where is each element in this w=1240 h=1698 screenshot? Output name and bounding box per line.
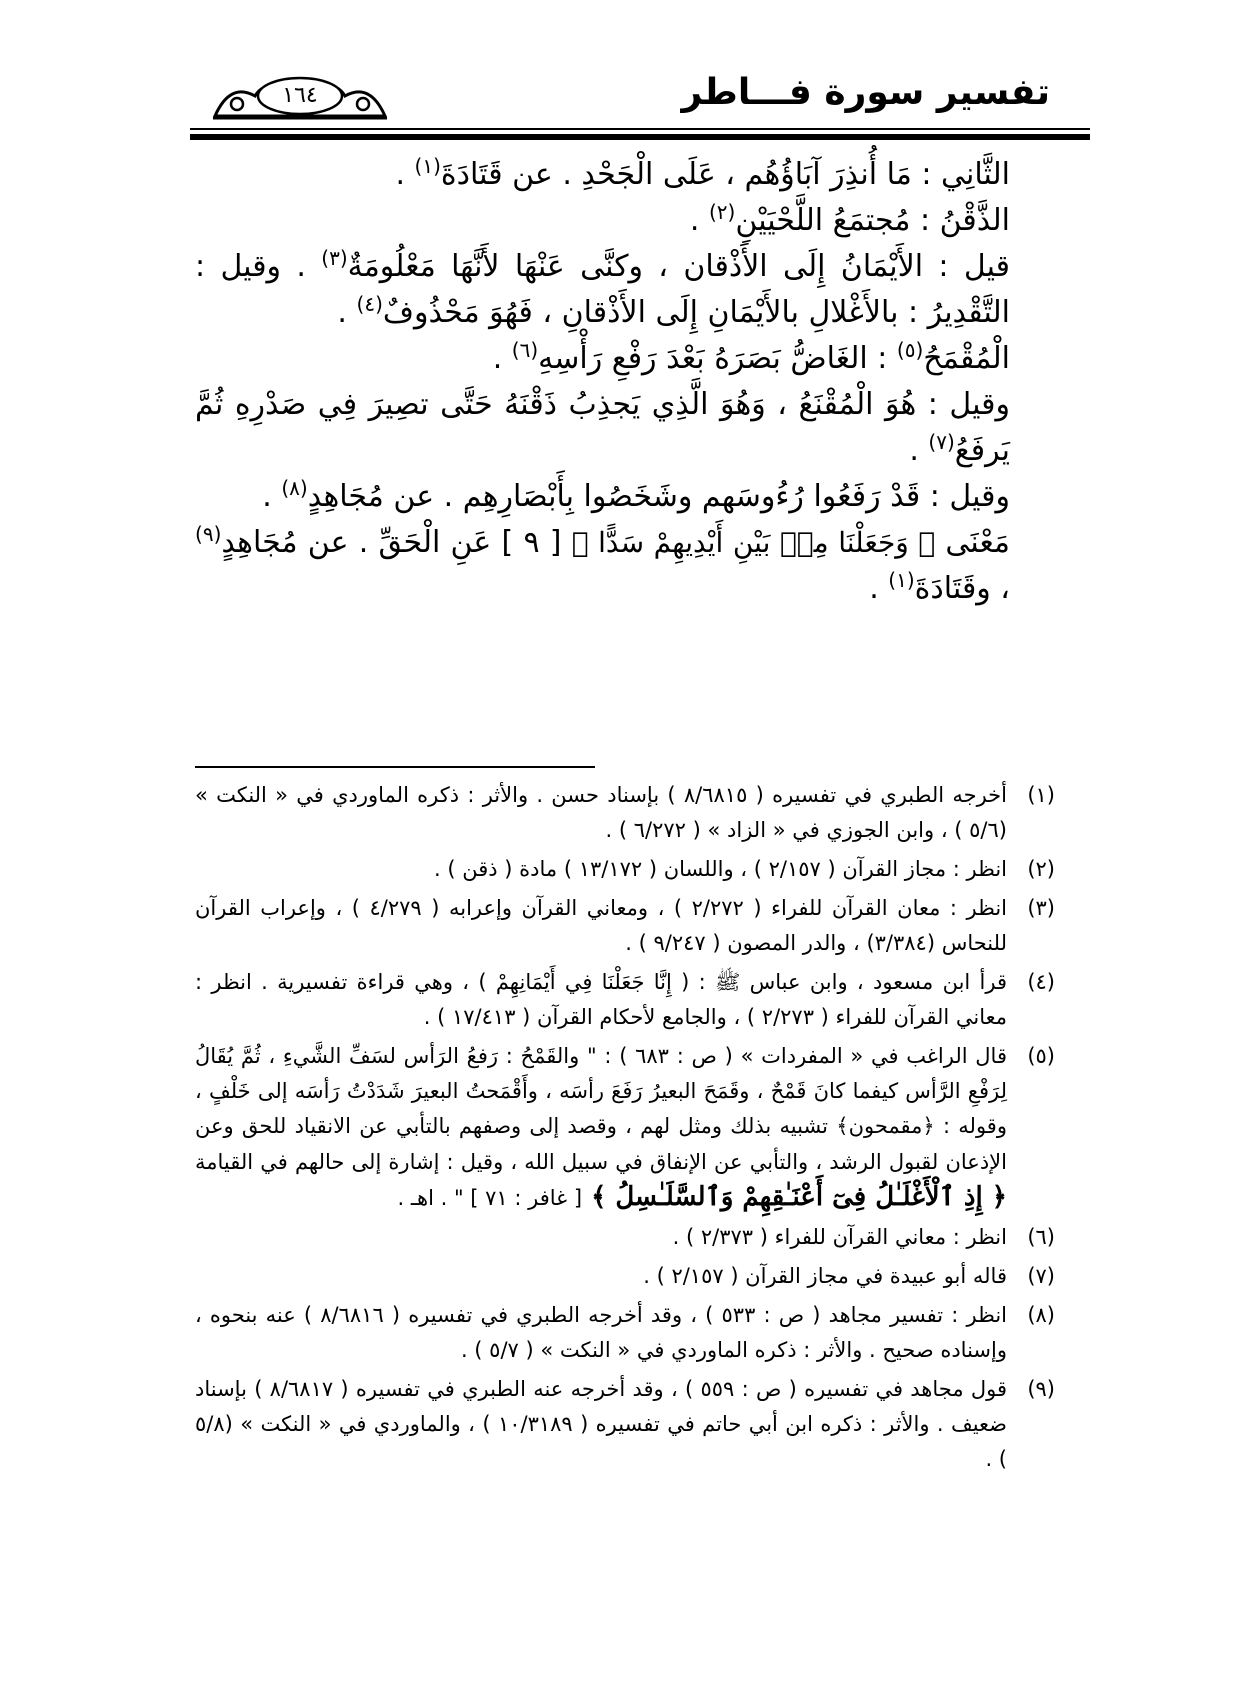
footnote-number: (٣) [1027,896,1055,920]
footnote-ref: (٣) [321,246,348,270]
footnote-ref: (٦) [511,338,539,362]
quran-verse: ﴿ إِذِ ٱلْأَغْلَـٰلُ فِىٓ أَعْنَـٰقِهِمْ وَٱلسَّلَـٰسِلُ ﴾ [582,1182,1007,1212]
footnote-text: أخرجه الطبري في تفسيره ( ٨/٦٨١٥ ) بإسناد حسن . والأثر : ذكره الماوردي في « النكت » (٥/٦ ) ، وابن الجوزي في « الزاد » ( ٦/٢٧٢ ) . [195,783,1008,842]
paragraph-6: وقيل : قَدْ رَفَعُوا رُءُوسَهم وشَخَصُوا بِأَبْصَارِهِم . عن مُجَاهِدٍ$^{(٨)}$ . [262,476,1010,514]
footnote-text: انظر : معان القرآن للفراء ( ٢/٢٧٢ ) ، ومعاني القرآن وإعرابه ( ٤/٢٧٩ ) ، وإعراب القرآن للنحاس (٣/٣٨٤) ، والدر المصون ( ٩/٢٤٧ ) . [195,896,1007,955]
footnote [195,891,1055,961]
footnote-ref: (٩) [195,522,222,546]
footnote-number: (٦) [1027,1225,1055,1249]
footnote [195,965,1055,1035]
footnote [195,1259,1055,1294]
footnotes [195,778,1055,1481]
footnote [195,1220,1055,1255]
footnote-number: (٥) [1027,1044,1055,1068]
footnote [195,1298,1055,1368]
footnote-ref: (١) [888,568,915,592]
footnote-ref: (١) [414,154,441,178]
paragraph-7: مَعْنَى ﴿ وَجَعَلْنَا مِنۢ بَيْنِ أَيْدِيهِمْ سَدًّا ﴾ [ ٩ ] عَنِ الْحَقِّ . عن مُجَاهِدٍ$^{(٩)}$ ، وقَتَادَةَ$^{(١)}$ . [195,522,1010,606]
footnote-ref: (٤) [356,292,383,316]
footnote-ref: (٨) [281,476,308,500]
footnote-separator [195,766,595,768]
page-header [0,0,1240,150]
header-rule-thin [190,128,1090,130]
book-title: تفسير سورة فـــاطر [681,72,1050,113]
footnote [195,1039,1055,1216]
footnote-ref: (٧) [928,430,955,454]
paragraph-2: الذَّقْنُ : مُجتمَعُ اللَّحْيَيْنِ$^{(٢)}$ . [689,200,1010,238]
footnote-text: قاله أبو عبيدة في مجاز القرآن ( ٢/١٥٧ ) . [643,1264,1007,1288]
footnote-text: قول مجاهد في تفسيره ( ص : ٥٥٩ ) ، وقد أخرجه عنه الطبري في تفسيره ( ٨/٦٨١٧ ) بإسناد ضعيف . والأثر : ذكره ابن أبي حاتم في تفسيره ( ١٠/٣١٨٩ ) ، والماوردي في « النكت » (٥/٨ ) . [195,1377,1008,1471]
footnote-ref: (٢) [708,200,736,224]
footnote-number: (٨) [1027,1303,1055,1327]
header-rule-thick [190,134,1090,140]
paragraph-5: وقيل : هُوَ الْمُقْنَعُ ، وَهُوَ الَّذِي يَجذِبُ ذَقْنَهُ حَتَّى تصِيرَ فِي صَدْرِهِ ثُمَّ يَرفَعُ$^{(٧)}$ . [195,387,1010,468]
footnote-number: (٤) [1027,970,1055,994]
footnote-text: قرأ ابن مسعود ، وابن عباس ﷺ : ( إِنَّا جَعَلْنَا فِي أَيْمَانِهِمْ ) ، وهي قراءة تفسيرية . انظر : معاني القرآن للفراء ( ٢/٢٧٣ ) ، والجامع لأحكام القرآن ( ١٧/٤١٣ ) . [195,970,1007,1029]
footnote [195,778,1055,848]
footnote [195,1372,1055,1477]
paragraph-1: الثَّانِي : مَا أُنذِرَ آبَاؤُهُم ، عَلَى الْجَحْدِ . عن قَتَادَةَ$^{(١)}$ . [395,154,1010,192]
paragraph-4: الْمُقْمَحُ$^{(٥)}$ : الغَاضُّ بَصَرَهُ بَعْدَ رَفْعِ رَأْسِهِ$^{(٦)}$ . [492,338,1010,376]
footnote-ref: (٥) [896,338,924,362]
footnote-number: (٩) [1027,1377,1055,1401]
footnote-text: انظر : مجاز القرآن ( ٢/١٥٧ ) ، واللسان ( ١٣/١٧٢ ) مادة ( ذقن ) . [434,857,1007,881]
footnote-text: قال الراغب في « المفردات » ( ص : ٦٨٣ ) : " والقَمْحُ : رَفعُ الرَأس لسَفِّ الشَّيءِ ، ثُمَّ يُقَالُ لِرَفْعِ الرَّأس كيفما كانَ قَمْحٌ ، وقَمَحَ البعيرُ رَفَعَ رأسَه ، وأَقْمَحتُ البعيرَ شَدَدْتُ رَأسَه إلى خَلْفٍ ، وقوله : ﴿مقمحون﴾ تشبيه بذلك ومثل لهم ، وقصد إلى وصفهم بالتأبي عن الانقياد للحق وعن الإذعان لقبول الرشد ، والتأبي عن الإنفاق في سبيل الله ، وقيل : إشارة إلى حالهم في القيامة ﴿ إِذِ ٱلْأَغْلَـٰلُ فِىٓ أَعْنَـٰقِهِمْ وَٱلسَّلَـٰسِلُ ﴾ [ غافر : ٧١ ] " . اهـ . [195,1044,1007,1212]
footnote-number: (٧) [1027,1264,1055,1288]
footnote [195,852,1055,887]
main-text [195,152,1055,612]
footnote-number: (١) [1027,783,1055,807]
paragraph-3: قيل : الأَيْمَانُ إِلَى الأَذْقان ، وكنَّى عَنْهَا لأَنَّهَا مَعْلُومَةٌ$^{(٣)}$ . وقيل : التَّقْدِيرُ : بالأَغْلالِ بالأَيْمَانِ إِلَى الأَذْقانِ ، فَهُوَ مَحْذُوفٌ$^{(٤)}$ . [195,246,1010,330]
footnote-text: انظر : تفسير مجاهد ( ص : ٥٣٣ ) ، وقد أخرجه الطبري في تفسيره ( ٨/٦٨١٦ ) عنه بنحوه ، وإسناده صحيح . والأثر : ذكره الماوردي في « النكت » ( ٥/٧ ) . [195,1303,1007,1362]
footnote-number: (٢) [1027,857,1055,881]
page-number: ١٦٤ [282,83,318,108]
quran-verse: ﴿ وَجَعَلْنَا مِنۢ بَيْنِ أَيْدِيهِمْ سَدًّا ﴾ [571,526,936,559]
footnote-text: انظر : معاني القرآن للفراء ( ٢/٣٧٣ ) . [672,1225,1007,1249]
